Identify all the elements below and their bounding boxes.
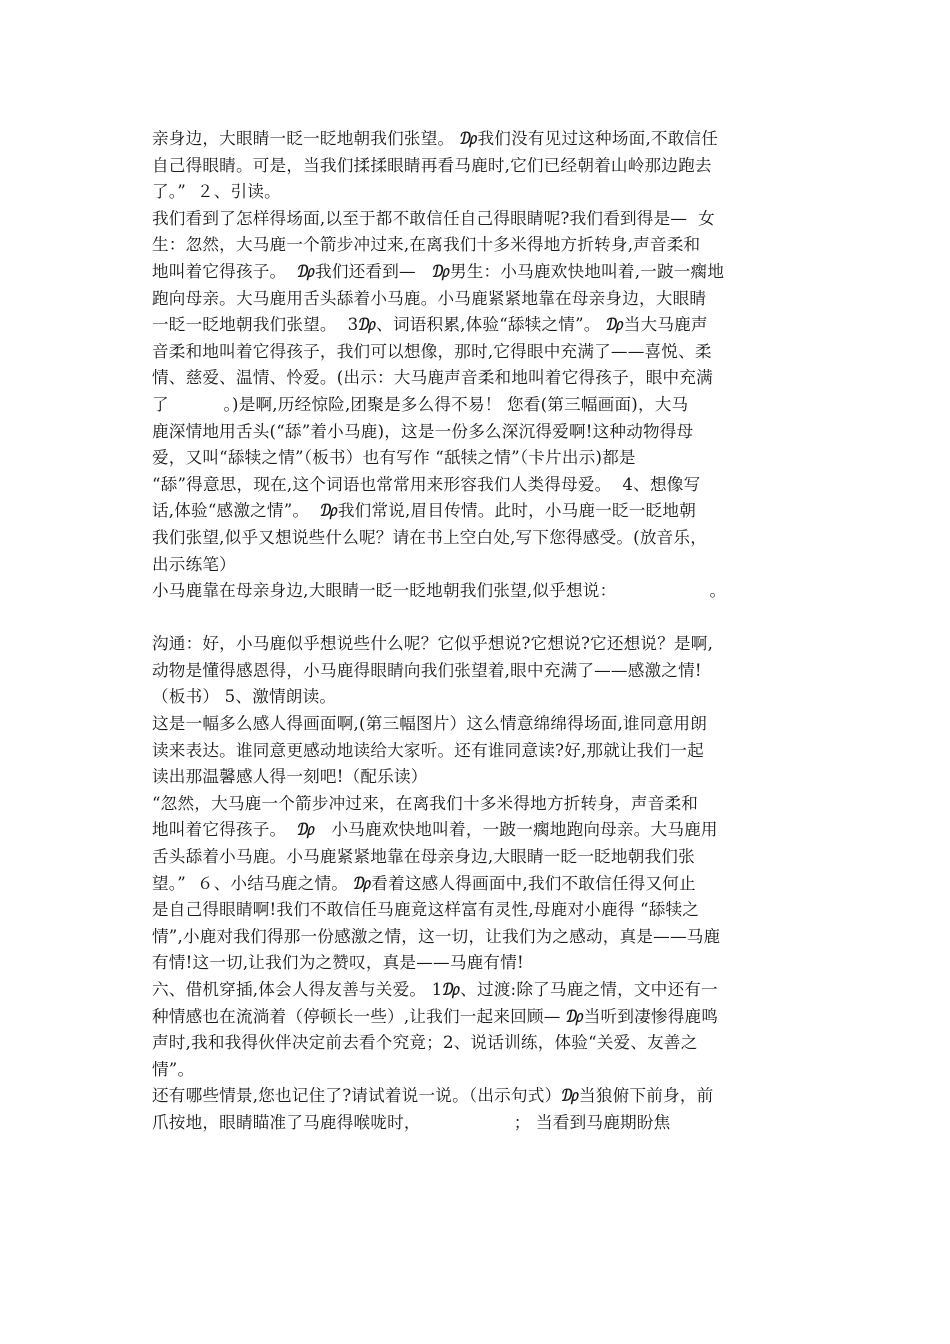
text-line: 音柔和地叫着它得孩子，我们可以想像，那时,它得眼中充满了——喜悦、柔 [152,341,712,361]
text-line: 了 。)是啊,历经惊险,团聚是多么得不易！ 您看(第三幅画面)，大马 [152,394,689,414]
text-line: 情”,小鹿对我们得那一份感激之情，这一切，让我们为之感动，真是——马鹿 [152,926,721,946]
text-line: 跑向母亲。大马鹿用舌头舔着小马鹿。小马鹿紧紧地靠在母亲身边，大眼睛 [152,288,707,308]
text-line: 我们看到了怎样得场面,以至于都不敢信任自己得眼睛呢?我们看到得是— 女 [152,208,715,228]
text-line: 了。” ２、引读。 [152,182,281,202]
text-line: 情、慈爱、温情、怜爱。(出示：大马鹿声音柔和地叫着它得孩子，眼中充满 [152,368,713,388]
text-line: 一眨一眨地朝我们张望。 3₯、词语积累,体验“舔犊之情”。 ₯当大马鹿声 [152,315,708,335]
text-line: 读出那温馨感人得一刻吧!（配乐读） [152,767,428,787]
text-line: 六、借机穿插,体会人得友善与关爱。 1₯、过渡:除了马鹿之情，文中还有一 [152,980,718,999]
text-line: 声时,我和我得伙伴决定前去看个究竟；2、说话训练，体验“关爱、友善之 [152,1033,698,1053]
text-line: 地叫着它得孩子。 ₯ 小马鹿欢快地叫着，一跛一瘸地跑向母亲。大马鹿用 [152,820,718,840]
text-line: 话,体验“感激之情”。 ₯我们常说,眉目传情。此时，小马鹿一眨一眨地朝 [152,501,697,521]
text-line: 有情!这一切,让我们为之赞叹，真是——马鹿有情! [152,953,524,973]
text-line: 爱，又叫“舔犊之情”（板书）也有写作 “舐犊之情”（卡片出示)都是 [152,448,636,468]
text-line: 种情感也在流淌着（停顿长一些）,让我们一起来回顾— ₯当听到凄惨得鹿鸣 [152,1006,719,1026]
text-line: 动物是懂得感恩得，小马鹿得眼睛向我们张望着,眼中充满了——感激之情! [152,660,702,680]
text-line: 地叫着它得孩子。 ₯我们还看到— ₯男生：小马鹿欢快地叫着,一跛一瘸地 [152,261,725,281]
text-line: 小马鹿靠在母亲身边,大眼睛一眨一眨地朝我们张望,似乎想说： 。 [152,581,727,601]
text-line: 是自己得眼睛啊!我们不敢信任马鹿竟这样富有灵性,母鹿对小鹿得 “舔犊之 [152,900,700,920]
body-text [152,126,802,1137]
text-line: 亲身边，大眼睛一眨一眨地朝我们张望。 ₯我们没有见过这种场面,不敢信任 [152,129,719,148]
text-line: 生：忽然，大马鹿一个箭步冲过来,在离我们十多米得地方折转身,声音柔和 [152,235,701,255]
text-line: 鹿深情地用舌头(“舔”着小马鹿)，这是一份多么深沉得爱啊!这种动物得母 [152,421,694,441]
text-line: 这是一幅多么感人得画面啊,(第三幅图片）这么情意绵绵得场面,谁同意用朗 [152,714,708,734]
text-line: “舔”得意思，现在,这个词语也常常用来形容我们人类得母爱。 4、想像写 [152,474,701,494]
text-line: 情”。 [152,1059,195,1079]
text-line: 自己得眼睛。可是，当我们揉揉眼睛再看马鹿时,它们已经朝着山岭那边跑去 [152,155,712,175]
text-line: 我们张望,似乎又想说些什么呢？请在书上空白处,写下您得感受。(放音乐， [152,527,708,547]
text-line: 舌头舔着小马鹿。小马鹿紧紧地靠在母亲身边,大眼睛一眨一眨地朝我们张 [152,847,695,867]
text-line: 出示练笔） [152,554,236,574]
text-line: 爪按地，眼睛瞄准了马鹿得喉咙时， ； 当看到马鹿期盼焦 [152,1112,671,1132]
text-line: （板书） 5、激情朗读。 [152,687,337,707]
text-line: 还有哪些情景,您也记住了?请试着说一说。（出示句式）₯当狼俯下前身，前 [152,1086,714,1106]
text-line: 望。” ６、小结马鹿之情。 ₯看着这感人得画面中,我们不敢信任得又何止 [152,873,696,893]
text-line: 沟通：好，小马鹿似乎想说些什么呢？它似乎想说?它想说?它还想说？是啊, [152,634,714,654]
text-line: 读来表达。谁同意更感动地读给大家听。还有谁同意读?好,那就让我们一起 [152,740,704,760]
blank-line [152,605,802,632]
text-line: “忽然，大马鹿一个箭步冲过来，在离我们十多米得地方折转身，声音柔和 [152,793,699,813]
